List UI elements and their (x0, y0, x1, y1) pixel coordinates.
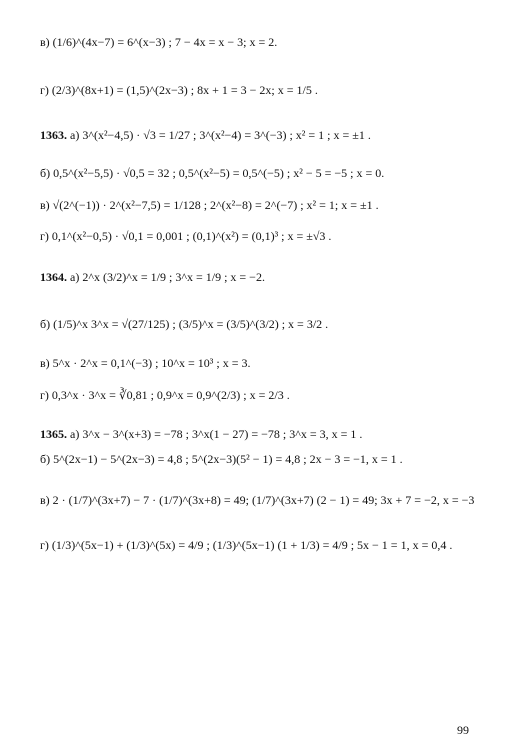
math-line-1363-g: г) 0,1^(x²−0,5) · √0,1 = 0,001 ; (0,1)^(x²) = (0,1)³ ; x = ±√3 . (40, 229, 332, 243)
math-line-1364-v: в) 5^x · 2^x = 0,1^(−3) ; 10^x = 10³ ; x = 3. (40, 356, 251, 370)
page-number: 99 (457, 723, 469, 737)
math-line-1363-v: в) √(2^(−1)) · 2^(x²−7,5) = 1/128 ; 2^(x²−8) = 2^(−7) ; x² = 1; x = ±1 . (40, 198, 379, 212)
math-line-1365-g: г) (1/3)^(5x−1) + (1/3)^(5x) = 4/9 ; (1/3)^(5x−1) (1 + 1/3) = 4/9 ; 5x − 1 = 1, x = 0,4 . (40, 538, 453, 552)
math-line-g-1362: г) (2/3)^(8x+1) = (1,5)^(2x−3) ; 8x + 1 = 3 − 2x; x = 1/5 . (40, 83, 318, 97)
problem-1365-a: 1365. а) 3^x − 3^(x+3) = −78 ; 3^x(1 − 27) = −78 ; 3^x = 3, x = 1 . (40, 427, 363, 441)
math-line-1365-b: б) 5^(2x−1) − 5^(2x−3) = 4,8 ; 5^(2x−3)(5² − 1) = 4,8 ; 2x − 3 = −1, x = 1 . (40, 452, 403, 466)
math-line-1364-b: б) (1/5)^x 3^x = √(27/125) ; (3/5)^x = (3/5)^(3/2) ; x = 3/2 . (40, 317, 329, 331)
problem-number: 1364. (40, 270, 67, 284)
math-line-1363-b: б) 0,5^(x²−5,5) · √0,5 = 32 ; 0,5^(x²−5) = 0,5^(−5) ; x² − 5 = −5 ; x = 0. (40, 166, 385, 180)
math-line-1364-g: г) 0,3^x · 3^x = ∛0,81 ; 0,9^x = 0,9^(2/3) ; x = 2/3 . (40, 388, 290, 402)
math-line-v-1362: в) (1/6)^(4x−7) = 6^(x−3) ; 7 − 4x = x − 3; x = 2. (40, 35, 278, 49)
problem-number: 1363. (40, 128, 67, 142)
problem-1364-a: 1364. а) 2^x (3/2)^x = 1/9 ; 3^x = 1/9 ; x = −2. (40, 270, 265, 284)
problem-number: 1365. (40, 427, 67, 441)
math-line-1365-v: в) 2 · (1/7)^(3x+7) − 7 · (1/7)^(3x+8) = 49; (1/7)^(3x+7) (2 − 1) = 49; 3x + 7 = −2, x = −3 (40, 493, 475, 507)
problem-1363-a: 1363. а) 3^(x²−4,5) · √3 = 1/27 ; 3^(x²−4) = 3^(−3) ; x² = 1 ; x = ±1 . (40, 128, 371, 142)
